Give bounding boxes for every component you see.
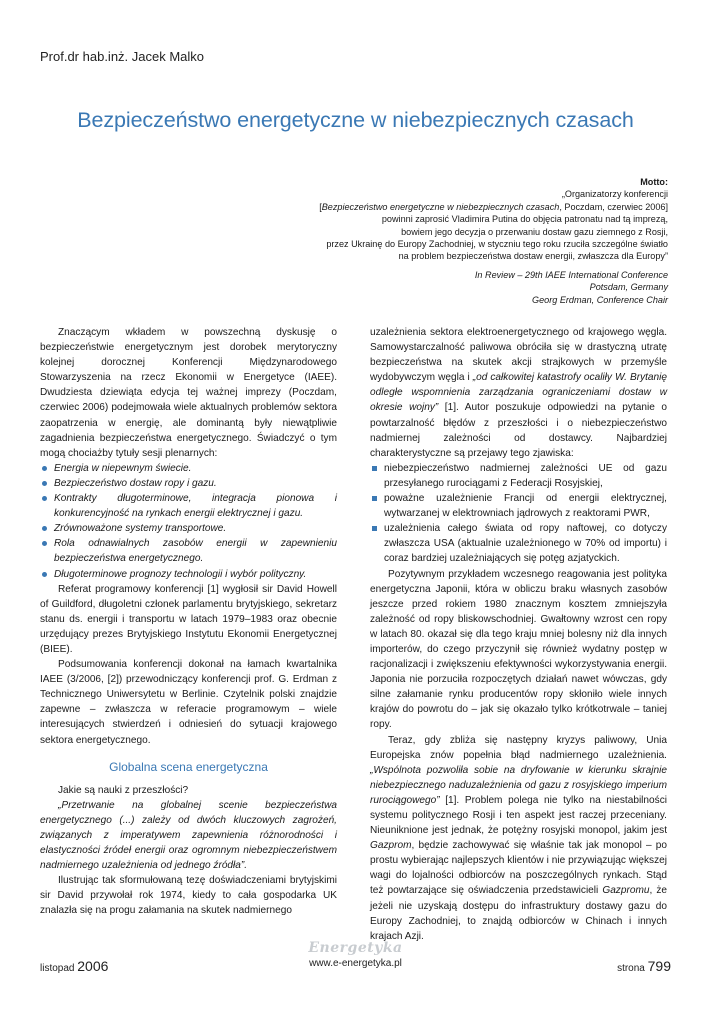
- paragraph: Pozytywnym przykładem wczesnego reagowania jest polityka energetyczna Japonii, która w obliczu braku własnych zasobów jeszcze przed rokiem 1980 znacznym kosztem zmniejszyła zależność od ropy bliskowschodniej. Gwałtowny wzrost cen ropy w latach 80. okazał się dla tego kraju mniej bolesny niż dla innych importerów, do czego przyczynił się również wydatny postęp w racjonalizacji i zwiększeniu efektywności wykorzystywania energii. Japonia nie porzuciła rozpoczętych działań nawet wówczas, gdy silne załamanie rynku producentów ropy skłoniło wiele innych krajów do powrotu do – jak się okazało tylko krótkotrwale – taniej ropy.: [370, 568, 667, 731]
- motto-conference-name: Bezpieczeństwo energetyczne w niebezpiecznych czasach: [321, 201, 560, 212]
- author-name: Prof.dr hab.inż. Jacek Malko: [40, 49, 205, 64]
- quote-paragraph: „Przetrwanie na globalnej scenie bezpieczeństwa energetycznego (...) zależy od dwóch kluczowych zagrożeń, związanych z imperatywem zapewnienia różnorodności i elastyczności źródeł energii oraz ogromnym niebezpieczeństwem nadmiernego uzależnienia od jednego źródła”.: [40, 799, 337, 872]
- list-item: Bezpieczeństwo dostaw ropy i gazu.: [40, 476, 337, 491]
- motto-line: na problem bezpieczeństwa dostaw energii, zwłaszcza dla Europy”: [398, 251, 668, 262]
- session-list: [40, 461, 337, 582]
- footer-page-label: strona: [617, 963, 645, 974]
- footer-page: [617, 958, 671, 974]
- paragraph: [370, 733, 667, 944]
- list-item: Zrównoważone systemy transportowe.: [40, 521, 337, 536]
- paragraph: [370, 325, 667, 461]
- journal-logo: Energetyka: [308, 940, 403, 956]
- paragraph: Podsumowania konferencji dokonał na łamach kwartalnika IAEE (3/2006, [2]) przewodniczący konferencji prof. G. Erdman z Technicznego Uniwersytetu w Berlinie. Czytelnik polski znajdzie zapewne – zwłaszcza w referacie programowym – wiele interesujących stwierdzeń i odniesień do sytuacji krajowego sektora energetycznego.: [40, 659, 337, 746]
- dependency-list: [370, 461, 667, 567]
- list-item: Rola odnawialnych zasobów energii w zapewnieniu bezpieczeństwa energetycznego.: [40, 536, 337, 566]
- quote-run: „od całkowitej katastrofy ocaliły W. Brytanię odległe wspomnienia zarządzania ograniczeniami dostaw w okresie wojny”: [370, 372, 667, 414]
- right-column: [370, 325, 667, 944]
- motto-line: bowiem jego decyzja o przerwaniu dostaw gazu ziemnego z Rosji,: [401, 226, 668, 237]
- footer-url[interactable]: www.e-energetyka.pl: [309, 958, 402, 969]
- motto-line: powinni zaprosić Vladimira Putina do objęcia patronatu nad tą imprezą,: [381, 214, 668, 225]
- list-item: Długoterminowe prognozy technologii i wybór polityczny.: [40, 567, 337, 582]
- motto-line: przez Ukrainę do Europy Zachodniej, w styczniu tego roku rzuciła szczególne światło: [326, 239, 668, 250]
- text-run: uzależnienia sektora elektroenergetycznego od krajowego węgla. Samowystarczalność paliwowa obróciła się w drastyczną utratę bezpieczeństwa na skutek akcji strajkowych w przemyśle wydobywczym węgla i: [370, 327, 667, 384]
- section-heading: Globalna scena energetyczna: [109, 759, 268, 774]
- text-run: [1]. Autor poszukuje odpowiedzi na pytanie o powtarzalność błędów z przeszłości i o niebezpieczeństwo nadmiernej zależności od dostawcy. Najbardziej charakterystyczne są przejawy tego zjawiska:: [370, 402, 667, 459]
- text-run: , że jeżeli nie uzyskają dostępu do infrastruktury dostawy gazu do Europy Zachodniej, to znajdą odbiorców w Chinach i innych krajach Azji.: [370, 885, 667, 942]
- paragraph: Jakie są nauki z przeszłości?: [58, 784, 189, 796]
- text-run: [1]. Problem polega nie tylko na niestabilności systemu politycznego Rosji i ten aspekt jest raczej przeceniany. Nieuniknione jest jednak, że potężny rosyjski monopol, jakim jest: [370, 794, 667, 837]
- motto-label: Motto:: [640, 177, 668, 187]
- left-column: [40, 325, 337, 918]
- company-name: Gazprom: [370, 840, 412, 852]
- list-item: niebezpieczeństwo nadmiernej zależności UE od gazu przesyłanego rurociągami z Federacji Rosyjskiej,: [370, 461, 667, 491]
- list-item: uzależnienia całego świata od ropy naftowej, co dotyczy zwłaszcza USA (aktualnie uzależnionego w 70% od importu) i coraz bardziej uzależniających się potęg azjatyckich.: [370, 521, 667, 566]
- company-name: Gazpromu: [602, 885, 650, 897]
- list-item: Energia w niepewnym świecie.: [40, 461, 337, 476]
- motto-block: [248, 176, 668, 306]
- text-run: Teraz, gdy zbliża się następny kryzys paliwowy, Unia Europejska znów popełnia błąd nadmiernego uzależnienia.: [370, 734, 667, 761]
- paragraph: Referat programowy konferencji [1] wygłosił sir David Howell of Guildford, długoletni członek parlamentu brytyjskiego, sekretarz stanu ds. energii i transportu w latach 1979–1983 oraz obecnie urzędujący prezes Brytyjskiego Instytutu Ekonomii Energetycznej (BIEE).: [40, 583, 337, 655]
- motto-source: In Review – 29th IAEE International Conference: [474, 269, 668, 280]
- paragraph: Ilustrując tak sformułowaną tezę doświadczeniami brytyjskimi sir David przywołał rok 1974, kiedy to cała gospodarka UK znalazła się na progu załamania na skutek nadmiernego: [40, 875, 337, 917]
- text-run: , będzie zachowywać się właśnie tak jak monopol – po prostu wybierając najlepszych klientów i nie przywiązując większej wagi do lojalności odbiorców na poszczególnych rynkach. Stąd też powtarzające się oświadczenia przedstawicieli: [370, 840, 667, 897]
- motto-line: „Organizatorzy konferencji: [561, 189, 668, 200]
- article-title: Bezpieczeństwo energetyczne w niebezpiecznych czasach: [77, 108, 634, 132]
- footer-page-number: 799: [647, 958, 671, 974]
- paragraph: Znaczącym wkładem w powszechną dyskusję o bezpieczeństwie energetycznym jest dorobek merytoryczny kolejnej dorocznej Konferencji Międzynarodowego Stowarzyszenia na rzecz Ekonomii w Energetyce (IAEE). Dwudziesta dziewiąta edycja tej ważnej imprezy (Poczdam, czerwiec 2006) podejmowała wiele aktualnych problemów sektora zaopatrzenia w energię, ale dominantą były niewątpliwie zagadnienia bezpieczeństwa energetycznego. Świadczyć o tym mogą chociażby tytuły sesji plenarnych:: [40, 327, 337, 459]
- list-item: Kontrakty długoterminowe, integracja pionowa i konkurencyjność na rynkach energii elektrycznej i gazu.: [40, 491, 337, 521]
- list-item: poważne uzależnienie Francji od energii elektrycznej, wytwarzanej w elektrowniach jądrowych z reaktorami PWR,: [370, 491, 667, 521]
- footer-year: 2006: [77, 958, 109, 974]
- quote-run: „Wspólnota pozwoliła sobie na dryfowanie w kierunku skrajnie niebezpiecznego naduzależnienia od gazu z rosyjskiego imperium rurociągowego”: [370, 764, 667, 806]
- motto-source: Georg Erdman, Conference Chair: [532, 294, 668, 305]
- footer-month: listopad: [40, 963, 75, 974]
- motto-line: [Bezpieczeństwo energetyczne w niebezpiecznych czasach, Poczdam, czerwiec 2006]: [319, 201, 668, 212]
- motto-source: Potsdam, Germany: [589, 282, 668, 293]
